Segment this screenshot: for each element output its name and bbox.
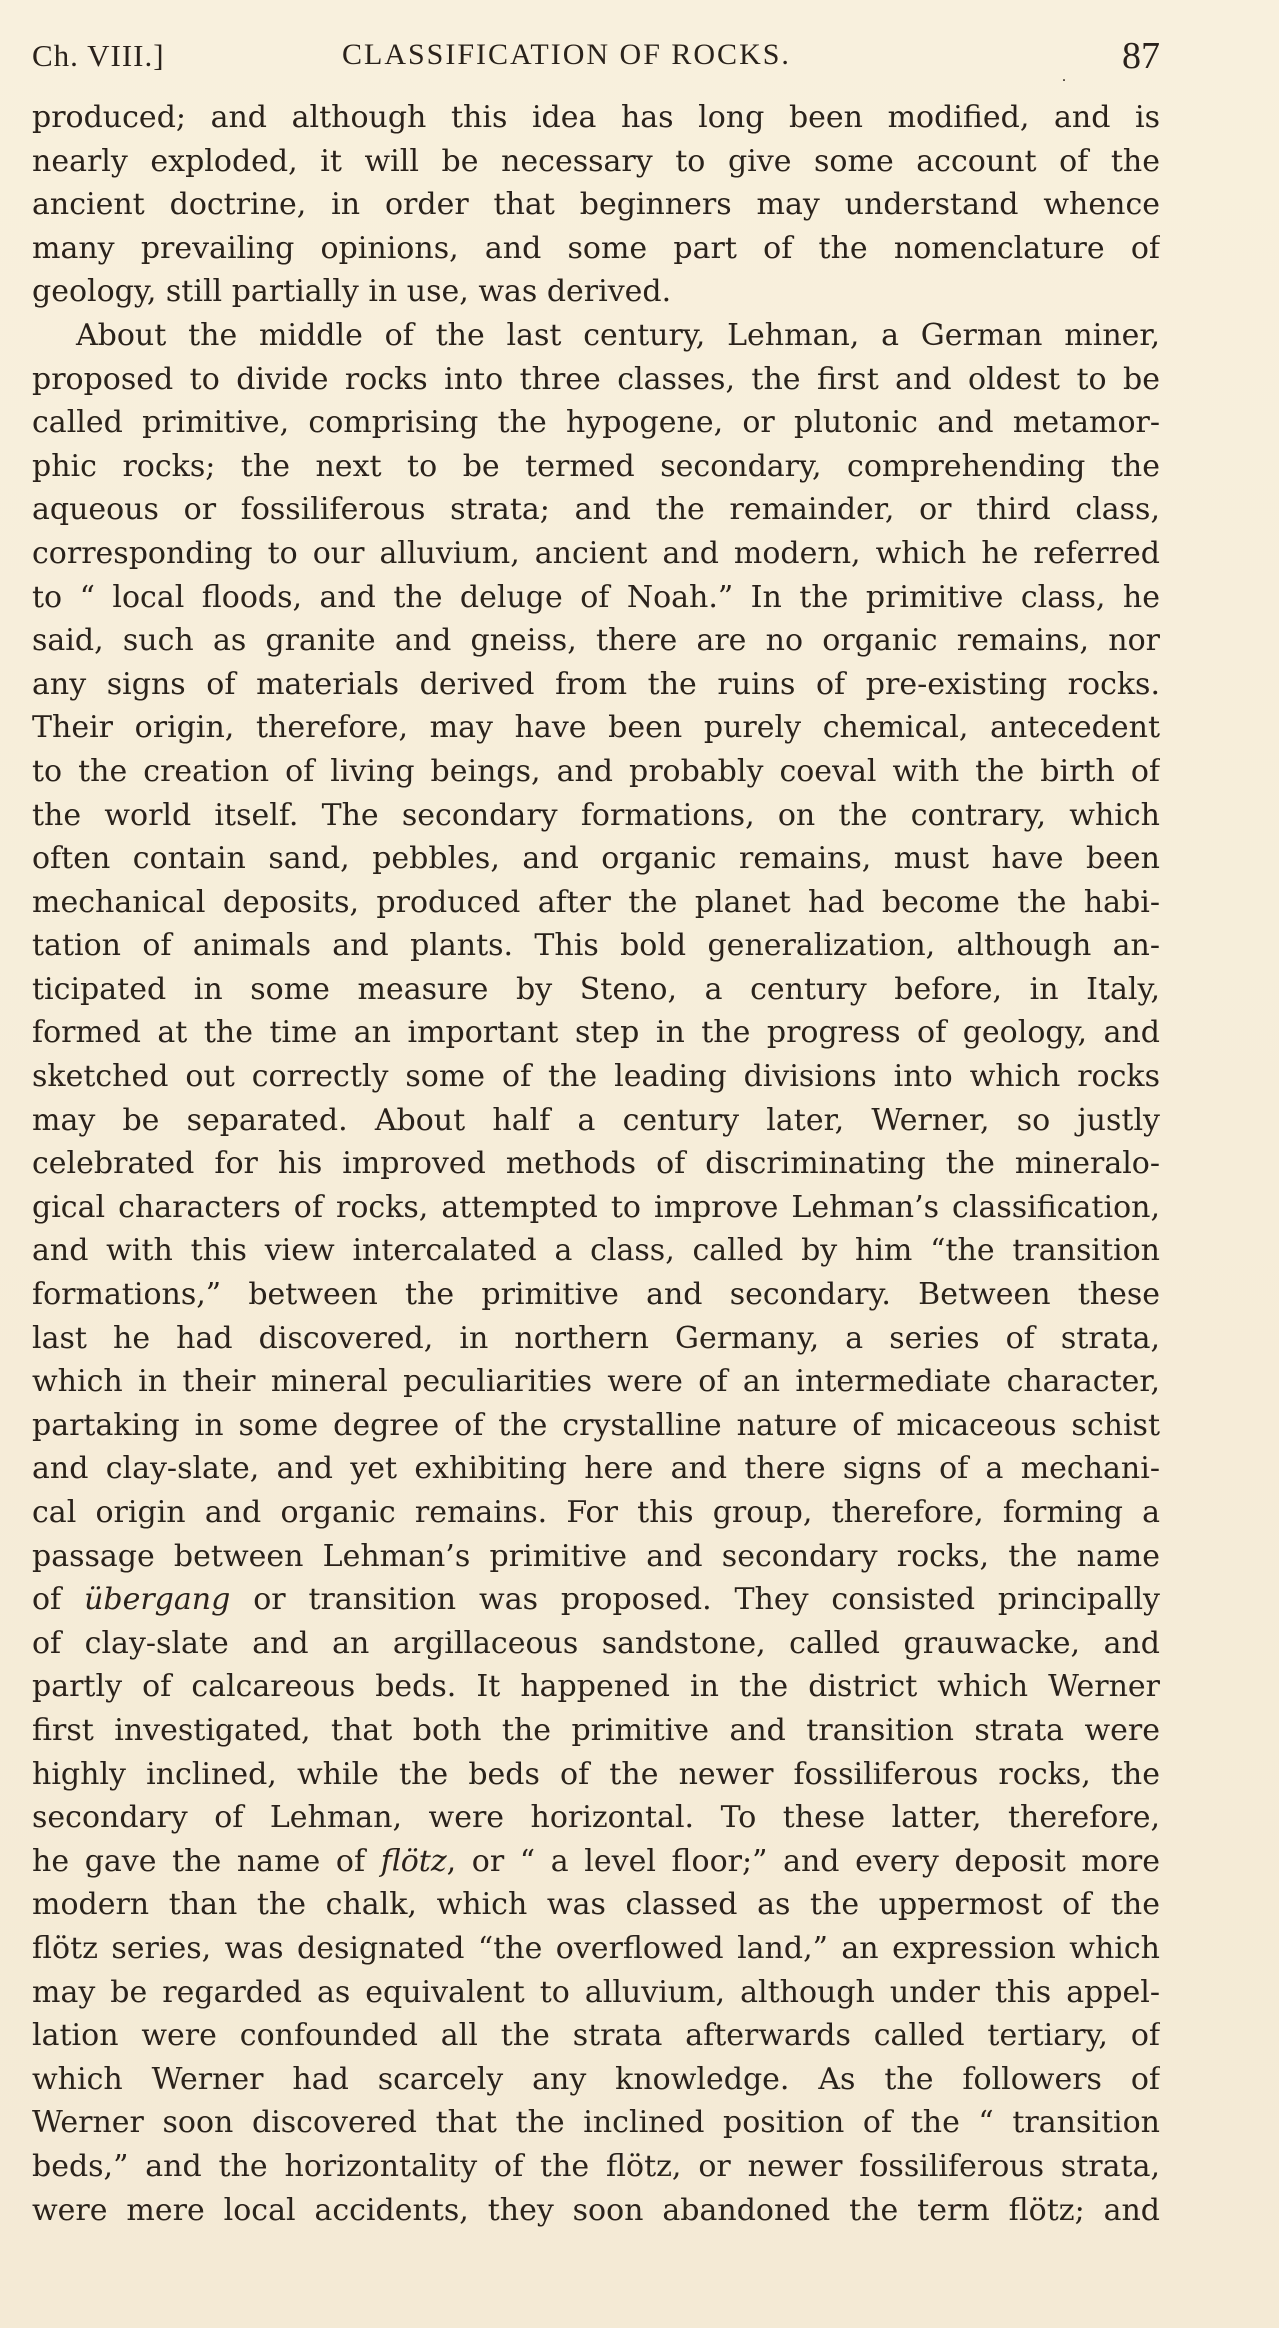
text-line: celebrated for his improved methods of discriminating the mineralo- bbox=[32, 1146, 1160, 1182]
text-line: called primitive, comprising the hypogene, or plutonic and metamor- bbox=[32, 405, 1160, 441]
text-line: sketched out correctly some of the leading divisions into which rocks bbox=[32, 1059, 1160, 1095]
text-line: mechanical deposits, produced after the planet had become the habi- bbox=[32, 884, 1160, 920]
text-line: lation were confounded all the strata afterwards called tertiary, of bbox=[32, 2018, 1160, 2054]
line-text-pre: he gave the name of bbox=[32, 1843, 381, 1879]
text-line: said, such as granite and gneiss, there are no organic remains, nor bbox=[32, 623, 1160, 659]
line-text-post: , or “ a level floor;” and every deposit more bbox=[446, 1843, 1160, 1879]
text-line: last he had discovered, in northern Germany, a series of strata, bbox=[32, 1320, 1160, 1356]
text-line: of clay-slate and an argillaceous sandstone, called grauwacke, and bbox=[32, 1625, 1160, 1661]
running-title: CLASSIFICATION OF ROCKS. bbox=[342, 38, 791, 71]
text-line: Their origin, therefore, may have been purely chemical, antecedent bbox=[32, 710, 1160, 746]
text-line: partaking in some degree of the crystalline nature of micaceous schist bbox=[32, 1407, 1160, 1443]
text-line: many prevailing opinions, and some part of the nomenclature of bbox=[32, 230, 1160, 266]
text-line: gical characters of rocks, attempted to improve Lehman’s classification, bbox=[32, 1189, 1160, 1225]
text-line: Werner soon discovered that the inclined position of the “ transition bbox=[32, 2105, 1160, 2141]
text-line: corresponding to our alluvium, ancient and modern, which he referred bbox=[32, 535, 1160, 571]
text-line-with-italic bbox=[32, 1578, 1160, 1622]
text-line: modern than the chalk, which was classed as the uppermost of the bbox=[32, 1887, 1160, 1923]
italic-term-flotz: flötz bbox=[380, 1843, 447, 1879]
text-line: were mere local accidents, they soon abandoned the term flötz; and bbox=[32, 2192, 1160, 2228]
text-line: cal origin and organic remains. For this group, therefore, forming a bbox=[32, 1495, 1160, 1530]
text-line: to “ local floods, and the deluge of Noah.” In the primitive class, he bbox=[32, 579, 1160, 615]
text-line: flötz series, was designated “the overflowed land,” an expression which bbox=[32, 1930, 1160, 1966]
text-line: may be regarded as equivalent to alluvium, although under this appel- bbox=[32, 1974, 1160, 2010]
paragraph-start-line: About the middle of the last century, Lehman, a German miner, bbox=[76, 317, 1160, 353]
running-header bbox=[32, 35, 1160, 85]
text-line: often contain sand, pebbles, and organic remains, must have been bbox=[32, 841, 1160, 877]
text-line: highly inclined, while the beds of the newer fossiliferous rocks, the bbox=[32, 1756, 1160, 1792]
text-line-with-italic bbox=[32, 1840, 1160, 1884]
text-line: any signs of materials derived from the ruins of pre-existing rocks. bbox=[32, 666, 1160, 702]
text-line: passage between Lehman’s primitive and secondary rocks, the name bbox=[32, 1538, 1160, 1574]
text-line: partly of calcareous beds. It happened in the district which Werner bbox=[32, 1669, 1160, 1705]
text-line: and clay-slate, and yet exhibiting here and there signs of a mechani- bbox=[32, 1451, 1160, 1487]
text-line: produced; and although this idea has long been modified, and is bbox=[32, 100, 1160, 135]
page-number: 87 bbox=[1122, 35, 1160, 77]
line-text-pre: of bbox=[32, 1582, 85, 1618]
text-line: to the creation of living beings, and probably coeval with the birth of bbox=[32, 753, 1160, 789]
text-line: which Werner had scarcely any knowledge. As the followers of bbox=[32, 2061, 1160, 2097]
text-line: phic rocks; the next to be termed secondary, comprehending the bbox=[32, 448, 1160, 484]
text-line: geology, still partially in use, was derived. bbox=[32, 274, 672, 310]
text-line: secondary of Lehman, were horizontal. To these latter, therefore, bbox=[32, 1800, 1160, 1836]
text-line: the world itself. The secondary formations, on the contrary, which bbox=[32, 797, 1160, 833]
body-text bbox=[32, 96, 1160, 2232]
text-line: ticipated in some measure by Steno, a century before, in Italy, bbox=[32, 971, 1160, 1007]
header-mark: . bbox=[1062, 68, 1066, 85]
text-line: proposed to divide rocks into three classes, the first and oldest to be bbox=[32, 361, 1160, 397]
text-line: ancient doctrine, in order that beginners may understand whence bbox=[32, 187, 1160, 223]
text-line: beds,” and the horizontality of the flötz, or newer fossiliferous strata, bbox=[32, 2148, 1160, 2184]
text-line: aqueous or fossiliferous strata; and the remainder, or third class, bbox=[32, 492, 1160, 528]
text-line: first investigated, that both the primitive and transition strata were bbox=[32, 1712, 1160, 1748]
text-line: which in their mineral peculiarities were of an intermediate character, bbox=[32, 1364, 1160, 1400]
chapter-label: Ch. VIII.] bbox=[32, 38, 165, 73]
text-line: may be separated. About half a century later, Werner, so justly bbox=[32, 1102, 1160, 1138]
text-line: formations,” between the primitive and secondary. Between these bbox=[32, 1277, 1160, 1313]
text-line: and with this view intercalated a class, called by him “the transition bbox=[32, 1233, 1160, 1269]
italic-term-ubergang: übergang bbox=[84, 1582, 231, 1618]
text-line: tation of animals and plants. This bold generalization, although an- bbox=[32, 928, 1160, 964]
line-text-post: or transition was proposed. They consisted principally bbox=[230, 1582, 1160, 1618]
text-line: nearly exploded, it will be necessary to give some account of the bbox=[32, 143, 1160, 179]
text-line: formed at the time an important step in the progress of geology, and bbox=[32, 1015, 1160, 1051]
